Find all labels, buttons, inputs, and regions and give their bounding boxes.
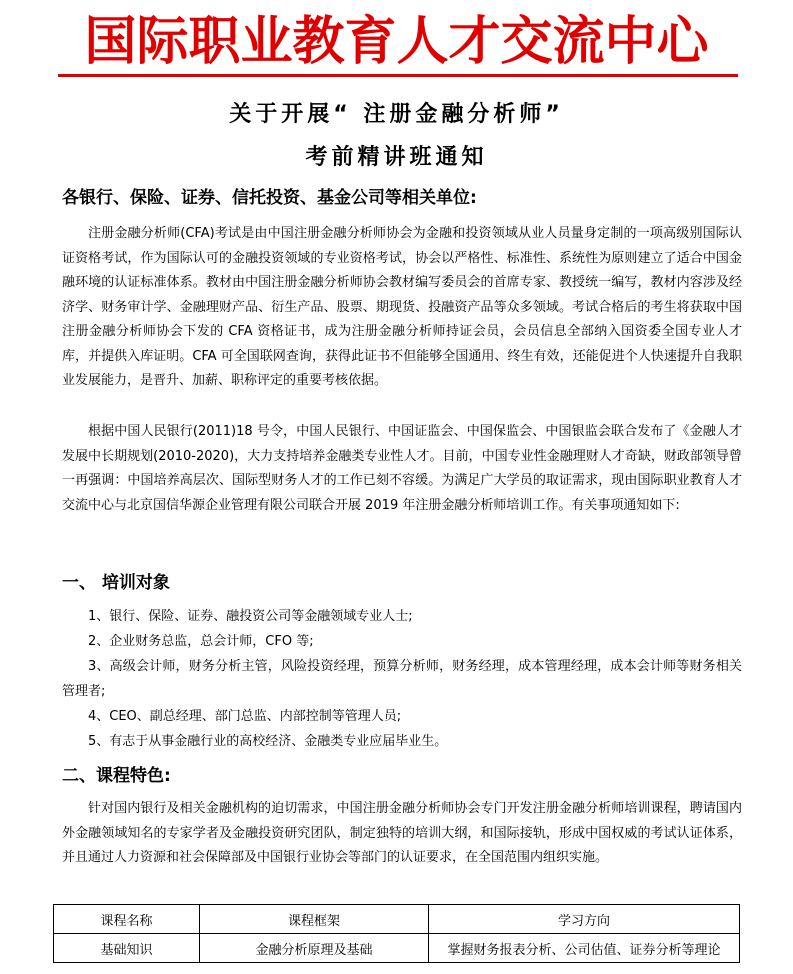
course-features-paragraph: 针对国内银行及相关金融机构的迫切需求，中国注册金融分析师协会专门开发注册金融分析师培训课程，聘请国内外金融领域知名的专家学者及金融投资研究团队，制定独特的培训大纲，和国际接轨，形成中国权威的考试认证体系，并且通过人力资源和社会保障部及中国银行业协会等部门的认证要求，在全国范围内组织实施。 <box>62 801 742 865</box>
section-heading-course-features: 二、课程特色: <box>62 766 171 786</box>
notice-title-line2: 考前精讲班通知 <box>305 145 488 170</box>
section-heading-training-targets: 一、 培训对象 <box>62 573 170 593</box>
table-cell: 掌握财务报表分析、公司估值、证券分析等理论 <box>429 934 740 963</box>
list-item: 2、企业财务总监，总会计师，CFO 等; <box>88 634 314 649</box>
list-item: 5、有志于从事金融行业的高校经济、金融类专业应届毕业生。 <box>88 734 448 749</box>
table-cell: 金融分析原理及基础 <box>200 934 429 963</box>
table-header-cell: 课程名称 <box>54 905 200 934</box>
table-row <box>54 934 740 963</box>
table-header-cell: 课程框架 <box>200 905 429 934</box>
table-cell: 基础知识 <box>54 934 200 963</box>
intro-paragraph: 注册金融分析师(CFA)考试是由中国注册金融分析师协会为金融和投资领域从业人员量身定制的一项高级别国际认证资格考试，作为国际认可的金融投资领域的专业资格考试，协会以严格性、标准性、系统性为原则建立了适合中国金融环境的认证标准体系。教材由中国注册金融分析师协会教材编写委员会的首席专家、教授统一编写，教材内容涉及经济学、财务审计学、金融理财产品、衍生产品、股票、期现货、投融资产品等众多领域。考试合格后的考生将获取中国注册金融分析师协会下发的 CFA 资格证书，成为注册金融分析师持证会员，会员信息全部纳入国资委全国专业人才库，并提供入库证明。CFA 可全国联网查询，获得此证书不但能够全国通用、终生有效，还能促进个人快速提升自我职业发展能力，是晋升、加薪、职称评定的重要考核依据。 <box>62 226 742 388</box>
salutation: 各银行、保险、证券、信托投资、基金公司等相关单位: <box>62 188 477 208</box>
list-item: 3、高级会计师，财务分析主管，风险投资经理，预算分析师，财务经理，成本管理经理，成本会计师等财务相关管理者; <box>62 659 742 699</box>
header-underline <box>58 74 738 77</box>
policy-paragraph: 根据中国人民银行(2011)18 号令，中国人民银行、中国证监会、中国保监会、中国银监会联合发布了《金融人才发展中长期规划(2010-2020)，大力支持培养金融类专业性人才。目前，中国专业性金融理财人才奇缺，财政部领导曾一再强调：中国培养高层次、国际型财务人才的工作已刻不容缓。为满足广大学员的取证需求，现由国际职业教育人才交流中心与北京国信华源企业管理有限公司联合开展 2019 年注册金融分析师培训工作。有关事项通知如下: <box>62 424 742 513</box>
list-item: 1、银行、保险、证券、融投资公司等金融领域专业人士; <box>88 609 413 624</box>
list-item: 4、CEO、副总经理、部门总监、内部控制等管理人员; <box>88 709 402 724</box>
notice-title-line1: 关于开展“ 注册金融分析师” <box>229 102 564 127</box>
organization-title: 国际职业教育人才交流中心 <box>84 12 709 72</box>
training-target-list <box>62 604 742 754</box>
table-header-row <box>54 905 740 934</box>
course-table <box>53 904 740 963</box>
table-header-cell: 学习方向 <box>429 905 740 934</box>
